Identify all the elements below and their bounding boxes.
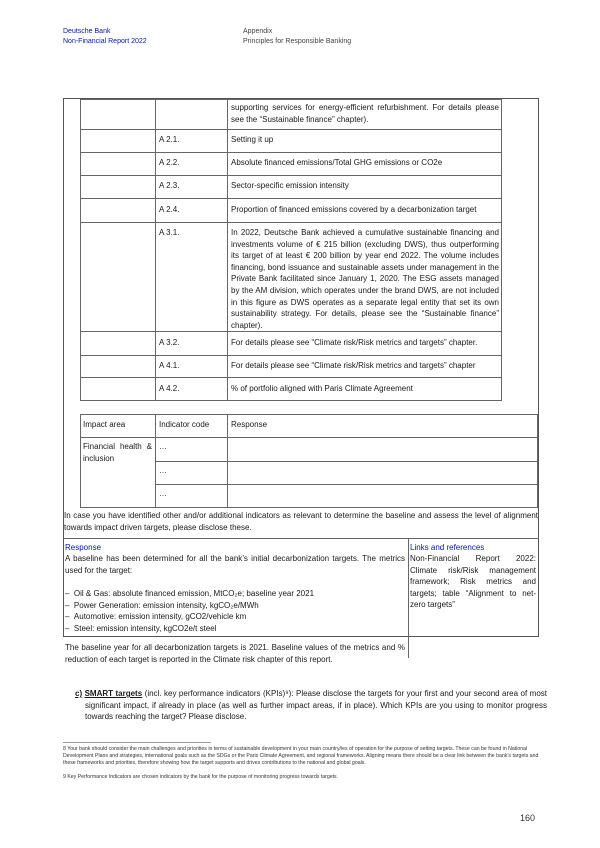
row-divider [80, 355, 502, 356]
indicator-response: For details please see “Climate risk/Risk metrics and targets” chapter [231, 361, 476, 370]
smart-targets-term: SMART targets [84, 689, 143, 698]
row-divider [155, 484, 538, 485]
response-closing: The baseline year for all decarbonization targets is 2021. Baseline values of the metrics and % reduction of each target is reported in the Climate risk chapter of this report. [65, 643, 405, 664]
row-divider [80, 175, 502, 176]
indicator-code: A 2.4. [159, 205, 180, 214]
indicator-response: Proportion of financed emissions covered by a decarbonization target [231, 205, 477, 214]
header-section-block [243, 27, 351, 47]
indicator-code: A 3.1. [159, 228, 180, 237]
company-name: Deutsche Bank [63, 28, 111, 35]
indicator-placeholder: … [159, 466, 167, 475]
header-company-block [63, 27, 147, 47]
disclosure-prompt: In case you have identified other and/or additional indicators as relevant to determine the baseline and assess the level of alignment towards impact driven targets, please disclose these. [64, 511, 538, 532]
links-title: Links and references [410, 543, 485, 552]
response-intro: A baseline has been determined for all the bank’s initial decarbonization targets. The metrics used for the target: [65, 554, 405, 575]
links-text[interactable]: Non-Financial Report 2022: Climate risk/Risk management framework; Risk metrics and targets; table “Alignment to net-zero targets” [410, 554, 536, 610]
row-divider [80, 331, 502, 332]
indicator-placeholder: … [159, 442, 167, 451]
metric-item: – Power Generation: emission intensity, kgCO₂e/MWh [65, 600, 259, 610]
row-divider [80, 152, 502, 153]
metrics-list [65, 588, 405, 634]
metric-item: – Steel: emission intensity, kgCO2e/t steel [65, 623, 217, 633]
footnote-9: 9 Key Performance Indicators are chosen indicators by the bank for the purpose of monitoring progress towards targets. [63, 774, 339, 780]
report-name: Non-Financial Report 2022 [63, 38, 147, 45]
response-title: Response [65, 543, 102, 552]
row-divider [80, 198, 502, 199]
row-divider [80, 222, 502, 223]
smart-targets-label: c) [75, 689, 83, 698]
section-divider [63, 538, 539, 539]
row-divider [80, 437, 538, 438]
row-divider [80, 377, 502, 378]
indicator-response: In 2022, Deutsche Bank achieved a cumulative sustainable financing and investments volume of € 215 billion (excluding DWS), thus outperforming its target of at least € 200 billion by year end 2022. The volume includes financing, bond issuance and sustainable assets under management in the Private Bank facilitated since January 1, 2020. The ESG assets managed by the AM division, which operates under the brand DWS, are not included in this figure as DWS operates as a separate legal entity that set its own sustainability strategy. For details, please see the “Sustainable finance” chapter). [231, 228, 499, 330]
indicator-response: Sector-specific emission intensity [231, 181, 349, 190]
metric-item: – Automotive: emission intensity, gCO2/vehicle km [65, 612, 247, 622]
indicator-code: A 3.2. [159, 338, 180, 347]
continued-response: supporting services for energy-efficient refurbishment. For details please see the “Sustainable finance” chapter). [231, 103, 499, 124]
metric-item: – Oil & Gas: absolute financed emission, MtCO₂e; baseline year 2021 [65, 589, 315, 598]
footnote-rule [63, 742, 211, 743]
column-header-indicator-code: Indicator code [159, 420, 210, 429]
page-number: 160 [520, 813, 536, 823]
indicator-response: For details please see “Climate risk/Risk metrics and targets” chapter. [231, 338, 478, 347]
indicator-response: Absolute financed emissions/Total GHG emissions or CO2e [231, 158, 443, 167]
smart-targets-prompt [75, 688, 547, 723]
indicator-code: A 2.1. [159, 135, 180, 144]
column-header-impact-area: Impact area [83, 420, 126, 429]
indicator-code: A 2.3. [159, 181, 180, 190]
impact-area-name: Financial health & inclusion [83, 442, 152, 463]
indicator-code: A 4.2. [159, 384, 180, 393]
indicator-placeholder: … [159, 489, 167, 498]
response-links-divider [408, 538, 409, 658]
row-divider [155, 461, 538, 462]
section-name: Appendix [243, 28, 273, 35]
smart-targets-text: (incl. key performance indicators (KPIs)⁹): Please disclose the targets for your first and your second area of most significant impact, if already in place (as well as further impact areas, if in place). Which KPIs are you using to monitor progress towards reaching the target? Please disclose. [85, 689, 547, 722]
indicator-code: A 4.1. [159, 361, 180, 370]
row-divider [80, 129, 502, 130]
indicator-code: A 2.2. [159, 158, 180, 167]
indicator-response: Setting it up [231, 135, 274, 144]
indicator-response: % of portfolio aligned with Paris Climate Agreement [231, 384, 413, 393]
column-header-response: Response [231, 420, 268, 429]
footnote-8: 8 Your bank should consider the main challenges and priorities in terms of sustainable development in your main country/ies of operation for the purpose of setting targets. These can be found in National Development Plans and strategies, international goals such as the SDGs or the Paris Climate Agreement, and regional frameworks. Aligning means there should be a clear link between the bank’s targets and these frameworks and priorities, therefore showing how the target supports and drives contributions to the national and global goals. [63, 746, 539, 766]
subsection-name: Principles for Responsible Banking [243, 38, 352, 45]
